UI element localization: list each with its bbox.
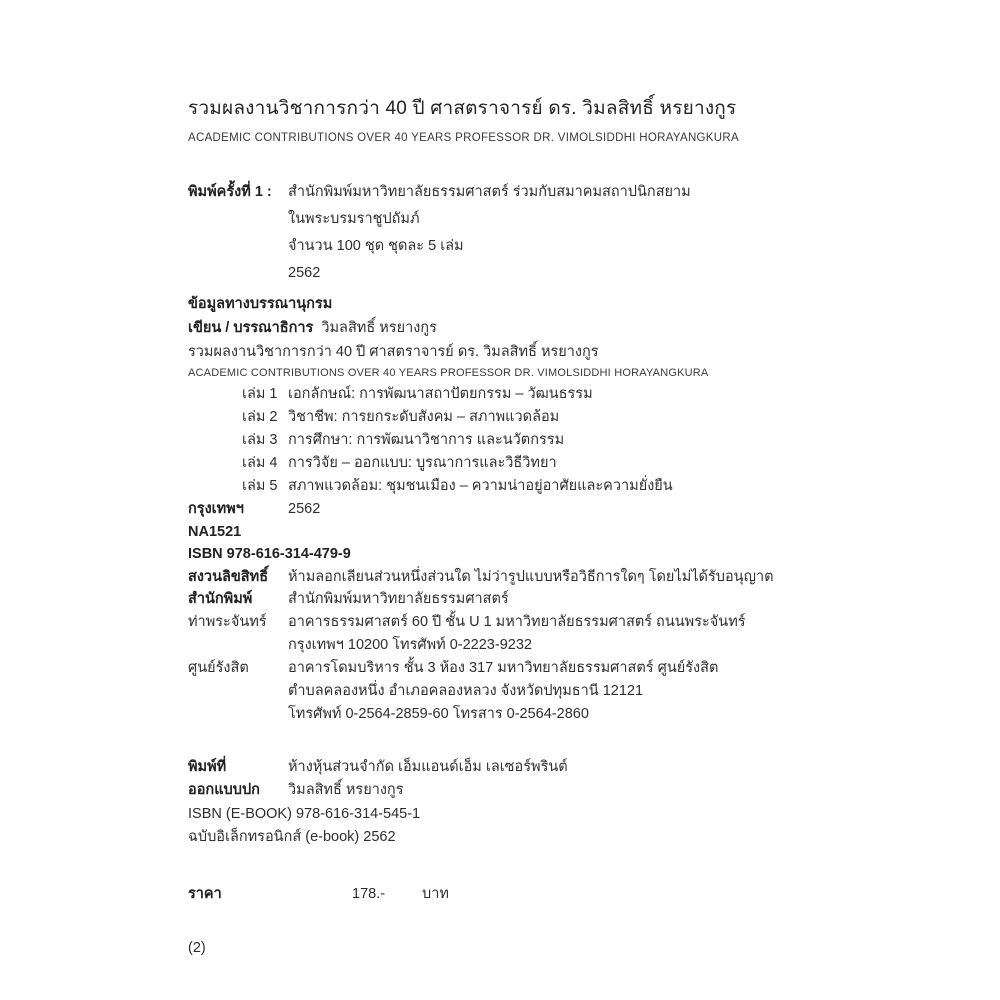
cover-design-row bbox=[188, 779, 828, 803]
author-row bbox=[188, 316, 828, 340]
printing-block bbox=[188, 756, 828, 850]
volume-label: เล่ม 5 bbox=[242, 478, 278, 494]
call-number-row bbox=[188, 521, 828, 544]
rights-label: สงวนลิขสิทธิ์ bbox=[188, 568, 269, 585]
bibliography-header: ข้อมูลทางบรรณานุกรม bbox=[188, 296, 333, 312]
work-title-english: ACADEMIC CONTRIBUTIONS OVER 40 YEARS PROFESSOR DR. VIMOLSIDDHI HORAYANGKURA bbox=[188, 367, 709, 379]
ebook-edition: ฉบับอิเล็กทรอนิกส์ (e-book) 2562 bbox=[188, 829, 396, 845]
volume-title: สภาพแวดล้อม: ชุมชนเมือง – ความน่าอยู่อาศัยและความยั่งยืน bbox=[288, 478, 673, 494]
city-row bbox=[188, 498, 828, 521]
volume-item bbox=[188, 406, 828, 429]
ebook-isbn-row bbox=[188, 803, 828, 827]
address-line: ตำบลคลองหนึ่ง อำเภอคลองหลวง จังหวัดปทุมธานี 12121 bbox=[288, 682, 644, 699]
address-line: อาคารโดมบริหาร ชั้น 3 ห้อง 317 มหาวิทยาลัยธรรมศาสตร์ ศูนย์รังสิต bbox=[288, 659, 719, 676]
ebook-isbn: ISBN (E-BOOK) 978-616-314-545-1 bbox=[188, 805, 421, 822]
edition-line: ในพระบรมราชูปถัมภ์ bbox=[288, 211, 420, 227]
printer-name: ห้างหุ้นส่วนจำกัด เอ็มแอนด์เอ็ม เลเซอร์พรินต์ bbox=[288, 758, 568, 775]
rights-row bbox=[188, 566, 828, 589]
edition-line: 2562 bbox=[288, 265, 321, 281]
edition-details bbox=[288, 179, 691, 287]
call-number: NA1521 bbox=[188, 523, 242, 540]
tha-prachan-label: ท่าพระจันทร์ bbox=[188, 613, 267, 630]
volume-title: เอกลักษณ์: การพัฒนาสถาปัตยกรรม – วัฒนธรรม bbox=[288, 386, 593, 402]
price-label: ราคา bbox=[188, 885, 222, 902]
printer-label: พิมพ์ที่ bbox=[188, 758, 227, 775]
address-block bbox=[188, 611, 828, 726]
bibliography-section bbox=[188, 292, 828, 316]
volume-item bbox=[188, 383, 828, 406]
ebook-edition-row bbox=[188, 826, 828, 850]
page-number: (2) bbox=[188, 940, 206, 956]
edition-line: จำนวน 100 ชุด ชุดละ 5 เล่ม bbox=[288, 238, 464, 254]
city-label: กรุงเทพฯ bbox=[188, 501, 244, 517]
rangsit-address bbox=[288, 657, 718, 726]
volume-label: เล่ม 1 bbox=[242, 386, 278, 402]
volume-title: การศึกษา: การพัฒนาวิชาการ และนวัตกรรม bbox=[288, 432, 565, 448]
printer-row bbox=[188, 756, 828, 780]
rangsit-row bbox=[188, 657, 828, 726]
edition-block bbox=[188, 179, 828, 287]
publisher-row bbox=[188, 588, 828, 611]
work-title-thai: รวมผลงานวิชาการกว่า 40 ปี ศาสตราจารย์ ดร. วิมลสิทธิ์ หรยางกูร bbox=[188, 344, 599, 360]
book-title-thai: รวมผลงานวิชาการกว่า 40 ปี ศาสตราจารย์ ดร. วิมลสิทธิ์ หรยางกูร bbox=[188, 98, 737, 119]
volume-label: เล่ม 4 bbox=[242, 455, 278, 471]
volume-label: เล่ม 3 bbox=[242, 432, 278, 448]
tha-prachan-row bbox=[188, 611, 828, 657]
publisher-name: สำนักพิมพ์มหาวิทยาลัยธรรมศาสตร์ bbox=[288, 591, 509, 607]
page-content bbox=[188, 96, 828, 906]
volume-item bbox=[188, 429, 828, 452]
author-label: เขียน / บรรณาธิการ bbox=[188, 320, 314, 336]
volume-title: การวิจัย – ออกแบบ: บูรณาการและวิธีวิทยา bbox=[288, 455, 557, 471]
publisher-label: สำนักพิมพ์ bbox=[188, 591, 253, 607]
rights-text: ห้ามลอกเลียนส่วนหนึ่งส่วนใด ไม่ว่ารูปแบบหรือวิธีการใดๆ โดยไม่ได้รับอนุญาต bbox=[288, 568, 774, 585]
isbn: ISBN 978-616-314-479-9 bbox=[188, 546, 351, 562]
address-line: อาคารธรรมศาสตร์ 60 ปี ชั้น U 1 มหาวิทยาลัยธรรมศาสตร์ ถนนพระจันทร์ bbox=[288, 613, 746, 630]
volume-item bbox=[188, 452, 828, 475]
city-year: 2562 bbox=[288, 501, 321, 517]
volume-label: เล่ม 2 bbox=[242, 409, 278, 425]
cover-design-label: ออกแบบปก bbox=[188, 782, 260, 798]
price-unit: บาท bbox=[422, 885, 449, 902]
price-amount: 178.- bbox=[352, 885, 386, 902]
author-value: วิมลสิทธิ์ หรยางกูร bbox=[321, 320, 437, 336]
cover-designer: วิมลสิทธิ์ หรยางกูร bbox=[288, 782, 404, 798]
catalog-rows bbox=[188, 498, 828, 611]
address-line: กรุงเทพฯ 10200 โทรศัพท์ 0-2223-9232 bbox=[288, 636, 532, 653]
book-title-english: ACADEMIC CONTRIBUTIONS OVER 40 YEARS PROFESSOR DR. VIMOLSIDDHI HORAYANGKURA bbox=[188, 132, 739, 144]
price-row bbox=[188, 883, 828, 906]
tha-prachan-address bbox=[288, 611, 746, 657]
address-line: โทรศัพท์ 0-2564-2859-60 โทรสาร 0-2564-2860 bbox=[288, 705, 589, 722]
isbn-row bbox=[188, 543, 828, 566]
rangsit-label: ศูนย์รังสิต bbox=[188, 659, 249, 676]
edition-label: พิมพ์ครั้งที่ 1 : bbox=[188, 184, 272, 200]
edition-line: สำนักพิมพ์มหาวิทยาลัยธรรมศาสตร์ ร่วมกับสมาคมสถาปนิกสยาม bbox=[288, 184, 691, 200]
volume-item bbox=[188, 475, 828, 498]
volume-list bbox=[188, 383, 828, 498]
volume-title: วิชาชีพ: การยกระดับสังคม – สภาพแวดล้อม bbox=[288, 409, 560, 425]
